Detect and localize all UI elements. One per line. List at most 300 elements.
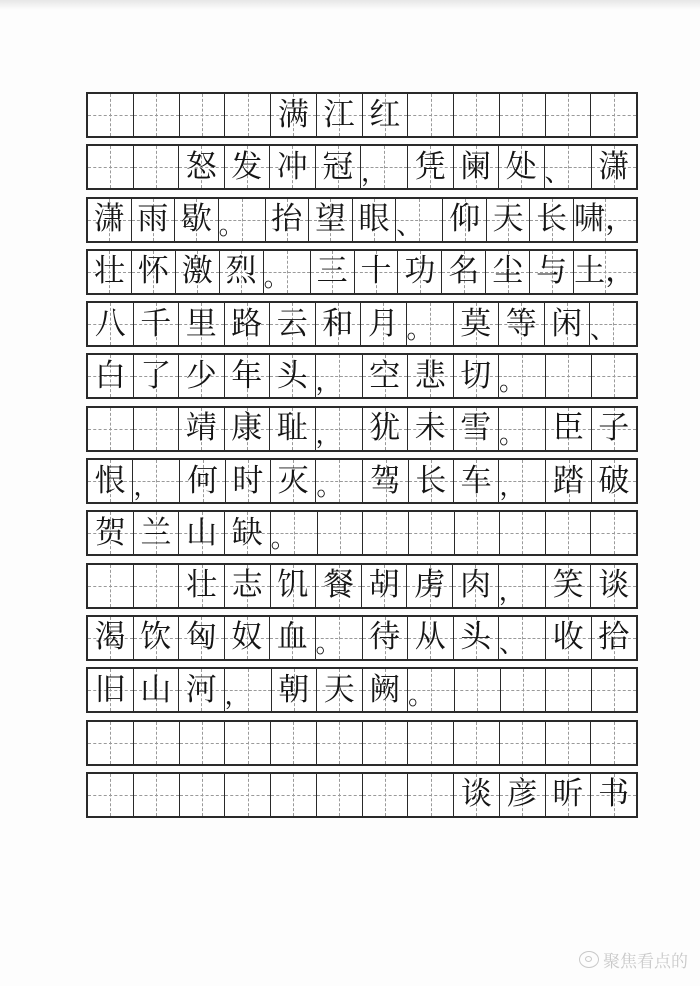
grid-cell [179,303,225,345]
character: 千 [140,305,172,342]
grid-cell [134,512,180,554]
grid-cell [179,512,225,554]
grid-cell [179,669,225,711]
grid-cell [363,94,409,136]
character: ， [133,472,160,503]
character: 冠 [322,148,354,185]
grid-cell [271,774,317,816]
character: 拾 [598,619,630,656]
character: 阑 [460,148,492,185]
grid-cell [454,94,500,136]
grid-cell [317,94,363,136]
grid-cell [487,199,531,241]
character: 云 [276,305,308,342]
grid-cell [225,774,271,816]
grid-cell [530,199,574,241]
grid-cell [500,774,546,816]
character: 犹 [369,410,401,447]
grid-cell [270,617,316,659]
grid-cell [408,669,455,711]
character: ， [361,158,388,189]
character: 、 [590,315,617,346]
text-row [86,249,638,295]
grid-cell [270,146,316,188]
grid-cell [88,460,133,502]
grid-cell [546,94,592,136]
watermark [579,947,688,972]
character: 尘 [492,253,524,290]
character: 抬 [271,201,303,238]
character: 灭 [277,462,309,499]
character: 长 [536,201,568,238]
scan-edge-shadow [0,0,700,10]
character: 土， [574,253,637,290]
grid-cell [545,303,591,345]
grid-cell [355,251,399,293]
grid-cell [270,355,316,397]
grid-cell [455,512,501,554]
grid-cell [316,408,363,450]
character: 奴 [231,619,263,656]
grid-cell [134,355,180,397]
character: 仰 [449,201,481,238]
grid-cell [88,408,134,450]
grid-cell [134,408,180,450]
character: 少 [185,357,217,394]
grid-cell [180,460,225,502]
grid-cell [134,669,180,711]
watermark-text: 聚焦看点的 [603,952,688,972]
grid-cell [88,669,134,711]
text-row [86,667,638,713]
grid-cell [362,565,408,607]
grid-cell [408,408,454,450]
grid-cell [363,512,409,554]
grid-cell [225,512,271,554]
grid-cell [408,722,454,764]
character: 空 [369,357,401,394]
character: 车 [460,462,492,499]
grid-cell [546,408,592,450]
grid-cell [592,408,637,450]
grid-cell [592,355,637,397]
character: 壮 [186,567,218,604]
grid-cell [271,460,316,502]
character: 饮 [140,619,172,656]
text-row [86,510,638,556]
grid-cell [592,460,636,502]
character: 白 [94,357,126,394]
character: 缺 [231,514,263,551]
character: 恨 [94,462,126,499]
character: 月 [367,305,399,342]
grid-cell [361,303,407,345]
grid-cell [407,565,453,607]
text-row [86,720,638,766]
grid-cell [501,669,547,711]
character: 旧 [94,671,126,708]
grid-cell [592,146,637,188]
character: 。 [408,681,435,712]
character: 收 [552,619,584,656]
grid-cell [499,460,546,502]
grid-cell [574,251,636,293]
character: 。 [270,524,297,555]
grid-cell [454,146,500,188]
grid-cell [225,408,271,450]
character: 。 [499,419,526,450]
grid-cell [353,199,397,241]
character: 臣 [552,410,584,447]
character: ， [315,419,342,450]
character: 长 [415,462,447,499]
grid-cell [591,94,636,136]
grid-cell [363,722,409,764]
grid-cell [453,565,499,607]
character: 志 [231,567,263,604]
character: 啸， [573,201,636,238]
character: 与 [536,253,568,290]
character: 发 [231,148,263,185]
character: 书 [598,776,630,813]
grid-cell [408,617,454,659]
grid-cell [591,722,636,764]
grid-cell [591,512,636,554]
character: 和 [322,305,354,342]
character: 山 [140,671,172,708]
character: 、 [499,628,526,659]
grid-cell [88,199,132,241]
character: 激 [181,253,213,290]
text-row [86,353,638,399]
grid-cell [363,669,409,711]
grid-cell [132,199,176,241]
grid-cell [134,722,180,764]
character: 了 [140,357,172,394]
grid-cell [499,355,546,397]
grid-cell [220,251,264,293]
character: 歇 [180,201,212,238]
grid-cell [179,146,225,188]
character: 破 [598,462,630,499]
text-row [86,615,638,661]
grid-cell [454,408,500,450]
character: 时 [232,462,264,499]
grid-cell [225,669,272,711]
grid-cell [486,251,530,293]
grid-cell [317,722,363,764]
grid-cell [500,722,546,764]
character: 。 [263,262,290,293]
grid-cell [134,303,180,345]
character: 十 [360,253,392,290]
character: 头 [276,357,308,394]
character: 功 [404,253,436,290]
character: 闲 [551,305,583,342]
grid-cell [317,774,363,816]
character: 、 [396,210,423,241]
character: 壮 [93,253,125,290]
grid-cell [316,460,363,502]
character: 贺 [94,514,126,551]
character: 笑 [552,567,584,604]
character: 。 [316,472,343,503]
character: 。 [315,628,342,659]
grid-cell [454,303,500,345]
grid-cell [408,774,454,816]
text-row [86,197,638,243]
character: 阙 [369,671,401,708]
character: 虏 [414,567,446,604]
grid-cell [361,146,408,188]
grid-cell [225,565,271,607]
grid-cell [316,355,363,397]
calligraphy-grid-sheet [86,92,638,824]
grid-cell [546,774,592,816]
character: 名 [448,253,480,290]
grid-cell [264,251,311,293]
grid-cell [409,460,454,502]
grid-cell [408,146,454,188]
character: 烈 [225,253,257,290]
character: 血 [276,619,308,656]
grid-cell [316,146,362,188]
grid-cell [363,408,409,450]
grid-cell [225,722,271,764]
grid-cell [443,199,487,241]
grid-cell [176,251,220,293]
character: 满 [277,96,309,133]
grid-cell [454,460,499,502]
text-row [86,458,638,504]
character: 天 [323,671,355,708]
grid-cell [225,617,271,659]
character: 潇 [93,201,125,238]
grid-cell [546,565,592,607]
character: 靖 [185,410,217,447]
text-row [86,301,638,347]
text-row [86,563,638,609]
grid-cell [219,199,266,241]
character: 彦 [506,776,538,813]
character: 未 [414,410,446,447]
grid-cell [271,94,317,136]
text-row [86,144,638,190]
grid-cell [180,774,226,816]
grid-cell [455,669,501,711]
character: 怀 [137,253,169,290]
character: 肉 [459,567,491,604]
grid-cell [454,355,500,397]
grid-cell [309,199,353,241]
grid-cell [88,303,134,345]
character: 八 [94,305,126,342]
grid-cell [179,408,225,450]
grid-cell [134,94,180,136]
grid-cell [88,94,134,136]
grid-cell [407,303,454,345]
grid-cell [225,146,271,188]
character: 匈 [185,619,217,656]
grid-cell [88,774,134,816]
grid-cell [271,512,318,554]
grid-cell [546,617,592,659]
grid-cell [88,512,134,554]
character: 。 [499,367,526,398]
grid-cell [179,355,225,397]
character: 等 [505,305,537,342]
character: 山 [186,514,218,551]
grid-cell [409,512,455,554]
grid-cell [592,617,637,659]
grid-cell [500,94,546,136]
character: 莫 [460,305,492,342]
grid-cell [591,774,636,816]
grid-cell [272,669,318,711]
grid-cell [271,722,317,764]
character: 河 [185,671,217,708]
grid-cell [317,669,363,711]
grid-cell [546,722,592,764]
grid-cell [225,303,271,345]
character: ， [499,472,526,503]
grid-cell [270,408,316,450]
character: 饥 [277,567,309,604]
grid-cell [134,774,180,816]
character: ， [498,576,525,607]
grid-cell [179,565,225,607]
character: 红 [369,96,401,133]
grid-cell [133,460,180,502]
grid-cell [316,303,362,345]
character: 待 [369,619,401,656]
character: 切 [460,357,492,394]
character: ， [315,367,342,398]
grid-cell [398,251,442,293]
grid-cell [546,512,592,554]
character: 凭 [414,148,446,185]
grid-cell [180,94,226,136]
grid-cell [546,669,592,711]
character: 耻 [276,410,308,447]
grid-cell [88,146,134,188]
grid-cell [592,669,637,711]
grid-cell [396,199,443,241]
character: 悲 [414,357,446,394]
grid-cell [499,146,545,188]
grid-cell [88,565,134,607]
grid-cell [134,565,180,607]
character: 谈 [460,776,492,813]
grid-cell [134,146,180,188]
grid-cell [545,146,592,188]
grid-cell [454,617,500,659]
grid-cell [311,251,355,293]
character: 子 [598,410,630,447]
character: 头 [460,619,492,656]
grid-cell [175,199,219,241]
grid-cell [270,303,316,345]
grid-cell [454,774,500,816]
character: 兰 [140,514,172,551]
character: 。 [218,210,245,241]
title-row [86,92,638,138]
grid-cell [408,355,454,397]
grid-cell [179,617,225,659]
grid-cell [499,617,546,659]
grid-cell [363,460,408,502]
grid-cell [225,355,271,397]
character: 昕 [552,776,584,813]
grid-cell [408,94,454,136]
character: 三 [316,253,348,290]
character: 谈 [598,567,630,604]
grid-cell [226,460,271,502]
grid-cell [499,303,545,345]
character: 康 [231,410,263,447]
grid-cell [88,355,134,397]
character: 潇 [598,148,630,185]
character: 驾 [370,462,401,499]
character: 路 [231,305,263,342]
character: 年 [231,357,263,394]
character: 。 [406,315,433,346]
character: 眼 [358,201,390,238]
character: 雨 [137,201,169,238]
character: 冲 [276,148,308,185]
character: 望 [314,201,346,238]
character: 胡 [368,567,400,604]
grid-cell [316,565,362,607]
grid-cell [134,617,180,659]
grid-cell [271,565,317,607]
grid-cell [454,722,500,764]
signature-row [86,772,638,818]
grid-cell [500,512,546,554]
grid-cell [88,251,132,293]
grid-cell [591,565,636,607]
character: 里 [185,305,217,342]
grid-cell [266,199,310,241]
character: 处 [505,148,537,185]
character: 江 [323,96,355,133]
grid-cell [88,617,134,659]
text-row [86,406,638,452]
grid-cell [318,512,364,554]
grid-cell [574,199,636,241]
grid-cell [499,565,546,607]
character: 从 [414,619,446,656]
grid-cell [316,617,363,659]
grid-cell [546,460,591,502]
character: 怒 [185,148,217,185]
weibo-icon [579,951,599,968]
grid-cell [546,355,592,397]
grid-cell [499,408,546,450]
character: 何 [187,462,218,499]
grid-cell [442,251,486,293]
character: 踏 [553,462,584,499]
grid-cell [363,355,409,397]
character: 餐 [323,567,355,604]
grid-cell [590,303,636,345]
grid-cell [530,251,574,293]
grid-cell [363,617,409,659]
grid-cell [180,722,226,764]
character: 雪 [460,410,492,447]
grid-cell [225,94,271,136]
character: ， [224,681,251,712]
